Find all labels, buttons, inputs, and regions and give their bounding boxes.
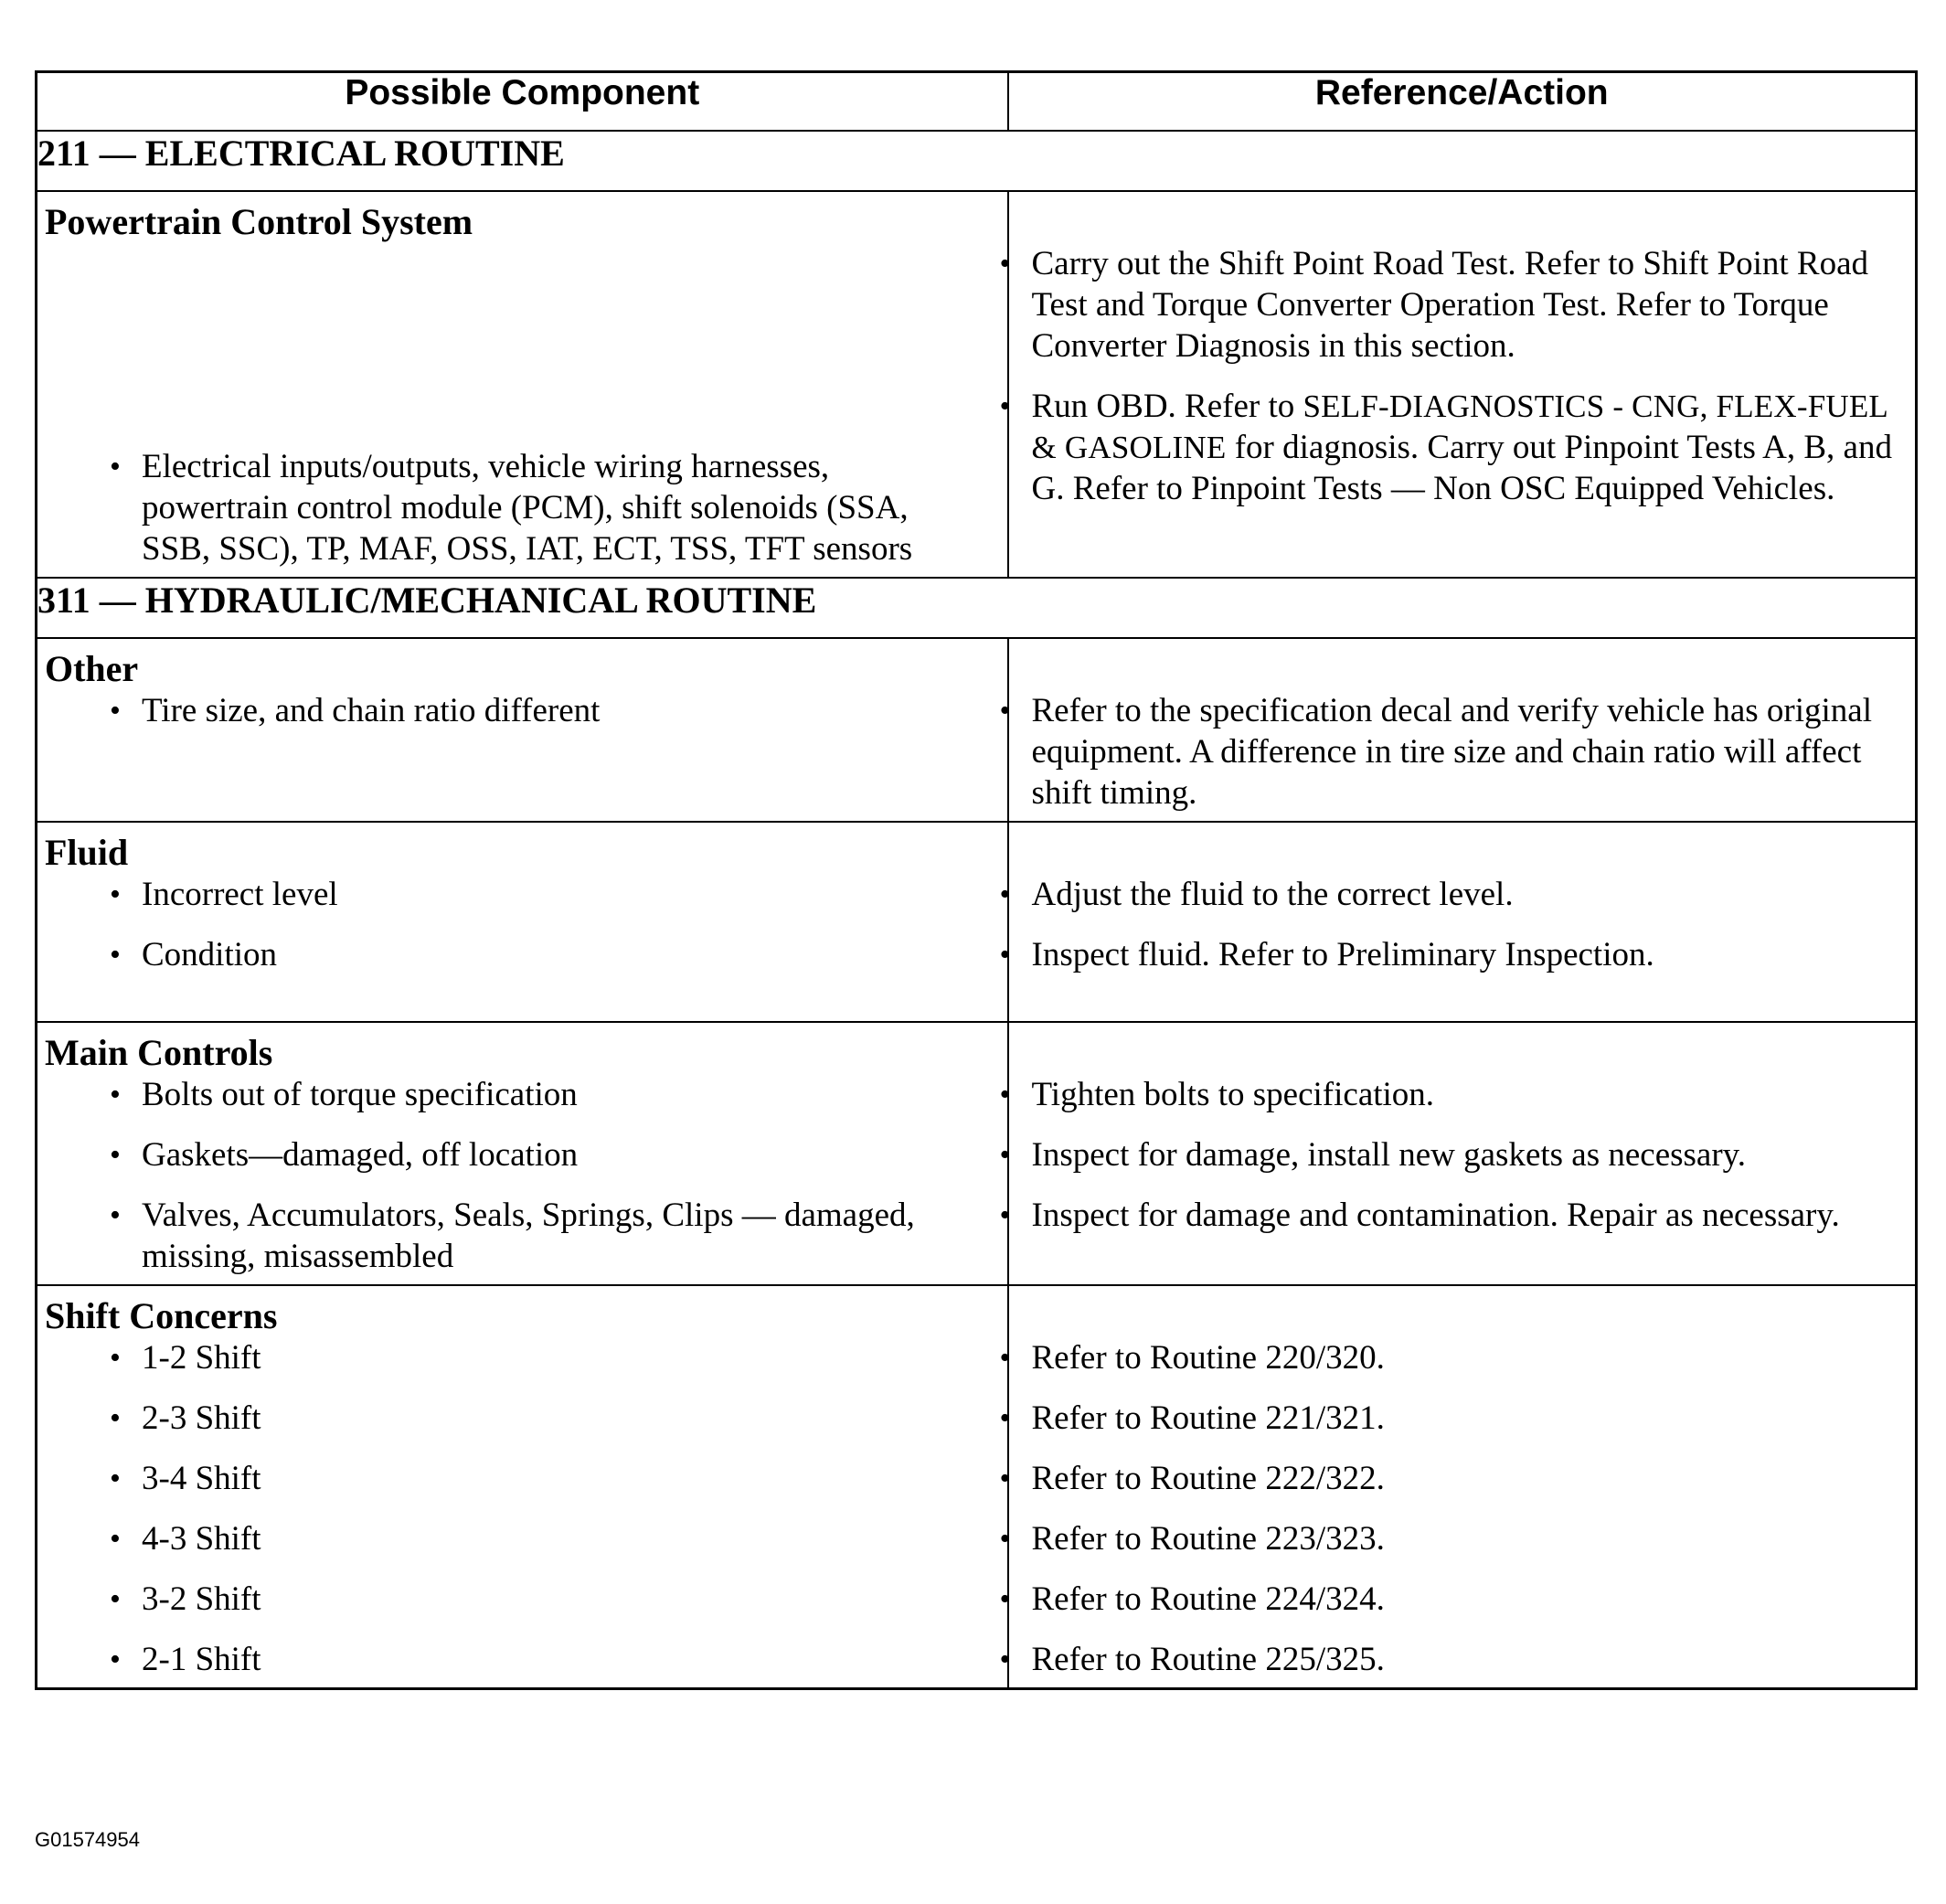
component-item: • 3-4 Shift [110,1460,261,1497]
bullet-icon: • [110,694,121,728]
action-item: • Adjust the fluid to the correct level. [999,876,1514,913]
action-item: • Inspect fluid. Refer to Preliminary Inspection. [999,936,1654,973]
bullet-icon: • [110,1522,121,1556]
action-item: • Refer to the specification decal and verify vehicle has original equipment. A difference in tire size and chain ratio will affect shift timing. [999,692,1872,812]
group-title: Other [45,648,139,689]
action-item: • Inspect for damage and contamination. Repair as necessary. [999,1197,1840,1234]
component-cell [37,191,1008,578]
component-item: • Gaskets—damaged, off location [110,1136,579,1174]
action-cell [999,191,1917,578]
component-item: • 2-1 Shift [110,1641,261,1678]
routine-row [37,131,1917,191]
component-cell [37,822,1008,1022]
action-item: • Carry out the Shift Point Road Test. Refer to Shift Point Road Test and Torque Converter Operation Test. Refer to Torque Converter Diagnosis in this section. [999,245,1869,365]
header-row [37,72,1917,132]
header-possible-component: Possible Component [37,72,1008,132]
bullet-icon: • [999,878,1011,911]
action-item: • Refer to Routine 221/321. [999,1399,1385,1437]
bullet-icon: • [110,1138,121,1172]
action-cell [999,1022,1917,1285]
action-cell [999,822,1917,1022]
routine-title: 311 — HYDRAULIC/MECHANICAL ROUTINE [37,578,1917,638]
group-title: Main Controls [45,1032,273,1073]
bullet-icon: • [999,1138,1011,1172]
group-row-other [37,638,1917,822]
diagnosis-table [35,70,1918,1690]
component-item: • Valves, Accumulators, Seals, Springs, Clips — damaged, missing, misassembled [110,1197,915,1275]
bullet-icon: • [110,1401,121,1435]
bullet-icon: • [110,1643,121,1676]
header-reference-action: Reference/Action [1008,72,1917,132]
component-cell [37,1022,1008,1285]
action-cell [999,1285,1917,1689]
group-row-powertrain [37,191,1917,578]
group-title: Fluid [45,832,129,873]
bullet-icon: • [999,1643,1011,1676]
bullet-icon: • [110,938,121,972]
bullet-icon: • [110,1582,121,1616]
action-item: • Inspect for damage, install new gaskets as necessary. [999,1136,1747,1174]
group-row-main-controls [37,1022,1917,1285]
component-cell [37,638,1008,822]
group-row-shift-concerns [37,1285,1917,1689]
component-item: • Tire size, and chain ratio different [110,692,601,729]
component-cell [37,1285,1008,1689]
bullet-icon: • [110,878,121,911]
component-item: • Condition [110,936,278,973]
component-item: • 4-3 Shift [110,1520,261,1558]
bullet-icon: • [999,1078,1011,1112]
action-item: • Run OBD. Refer to SELF-DIAGNOSTICS - CNG, FLEX-FUEL & GASOLINE for diagnosis. Carry out Pinpoint Tests A, B, and G. Refer to Pinpoint Tests — Non OSC Equipped Vehicles. [999,388,1892,507]
bullet-icon: • [999,1522,1011,1556]
component-item: • 1-2 Shift [110,1339,261,1377]
bullet-icon: • [999,1401,1011,1435]
diagnosis-table-page [35,70,1915,1690]
component-item: • 2-3 Shift [110,1399,261,1437]
bullet-icon: • [999,938,1011,972]
figure-id: G01574954 [35,1828,140,1851]
component-item: • 3-2 Shift [110,1580,261,1618]
bullet-icon: • [999,1462,1011,1495]
action-item: • Refer to Routine 222/322. [999,1460,1385,1497]
bullet-icon: • [110,1078,121,1112]
bullet-icon: • [999,694,1011,728]
bullet-icon: • [110,1341,121,1375]
bullet-icon: • [999,1341,1011,1375]
bullet-icon: • [999,1198,1011,1232]
group-title: Shift Concerns [45,1295,278,1336]
component-item: • Incorrect level [110,876,338,913]
group-row-fluid [37,822,1917,1022]
bullet-icon: • [110,1462,121,1495]
action-item: • Tighten bolts to specification. [999,1076,1435,1113]
group-title: Powertrain Control System [45,201,473,242]
action-item: • Refer to Routine 224/324. [999,1580,1385,1618]
action-item: • Refer to Routine 225/325. [999,1641,1385,1678]
bullet-icon: • [999,247,1011,281]
routine-row [37,578,1917,638]
action-item: • Refer to Routine 220/320. [999,1339,1385,1377]
action-item: • Refer to Routine 223/323. [999,1520,1385,1558]
action-cell [999,638,1917,822]
bullet-icon: • [110,450,121,484]
reference-link-self-diagnostics: SELF-DIAGNOSTICS - CNG, FLEX-FUEL & GASOLINE [1031,388,1888,465]
component-item: • Electrical inputs/outputs, vehicle wiring harnesses, powertrain control module (PCM), shift solenoids (SSA, SSB, SSC), TP, MAF, OSS, IAT, ECT, TSS, TFT sensors [110,448,913,568]
bullet-icon: • [999,389,1011,423]
bullet-icon: • [110,1198,121,1232]
component-item: • Bolts out of torque specification [110,1076,578,1113]
routine-title: 211 — ELECTRICAL ROUTINE [37,131,1917,191]
bullet-icon: • [999,1582,1011,1616]
